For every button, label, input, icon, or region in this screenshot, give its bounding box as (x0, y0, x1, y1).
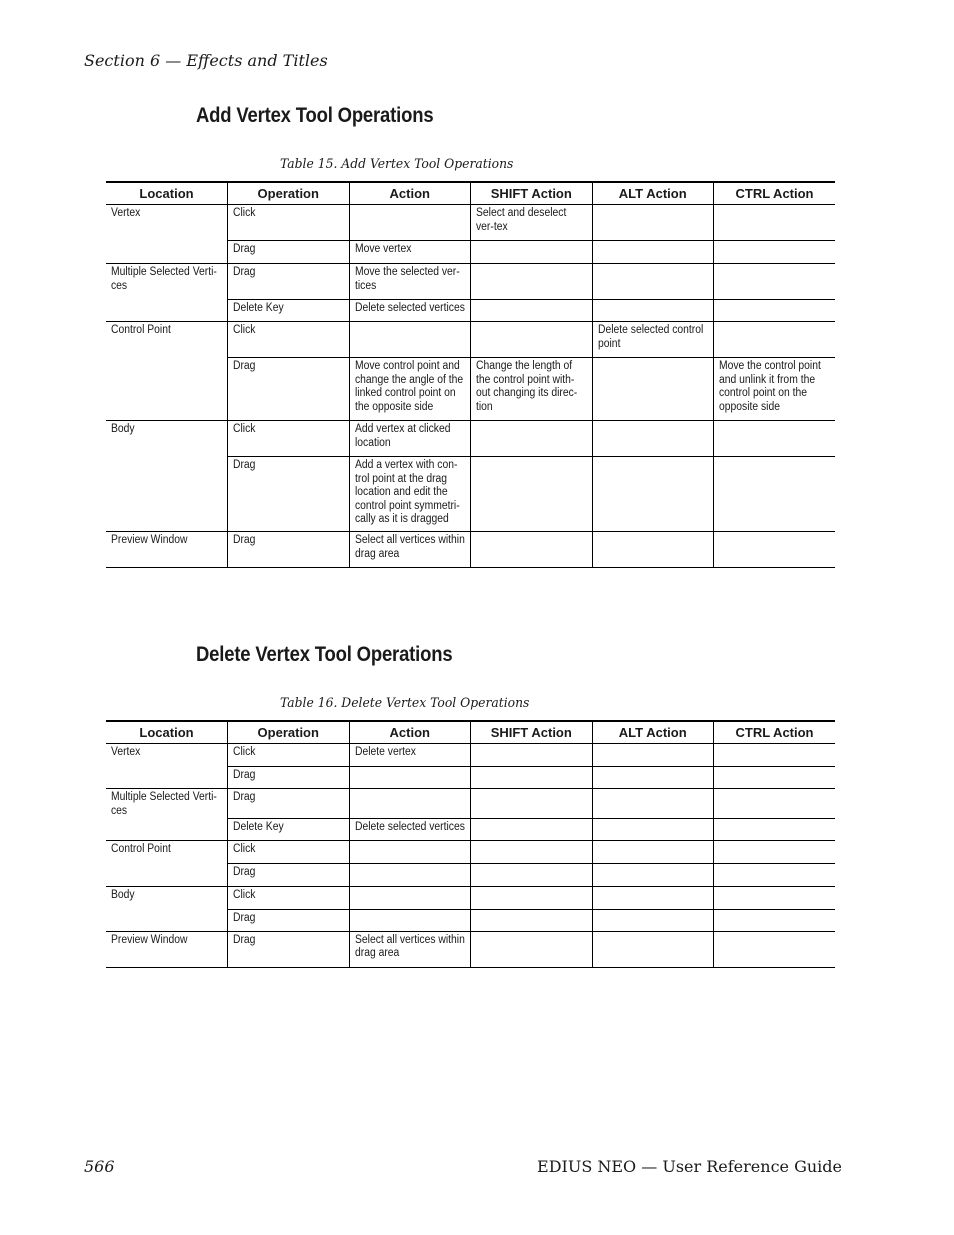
table-cell (592, 789, 714, 819)
table-cell (471, 744, 593, 767)
table-cell (228, 241, 350, 264)
table-cell (714, 264, 836, 300)
table-cell (349, 767, 471, 789)
table-cell (349, 789, 471, 819)
table-cell (349, 886, 471, 909)
table-cell (349, 322, 471, 358)
guide-title: EDIUS NEO — User Reference Guide (537, 1157, 842, 1176)
cell-text: Body (111, 423, 135, 435)
cell-text: Drag (233, 933, 256, 946)
table-cell (471, 241, 593, 264)
table-15-caption: Table 15. Add Vertex Tool Operations (280, 157, 514, 172)
table-cell (714, 789, 836, 819)
table-cell (592, 931, 714, 967)
cell-text: Drag (233, 791, 256, 803)
cell-text: Add a vertex with con-trol point at the drag location and edit the control point symmetri-cally as it is dragged (354, 459, 460, 525)
cell-text: Drag (233, 243, 256, 255)
table-16-caption: Table 16. Delete Vertex Tool Operations (280, 696, 530, 711)
column-header: SHIFT Action (471, 182, 593, 205)
table-cell (714, 863, 836, 886)
table-cell (714, 300, 836, 322)
cell-text: Drag (233, 360, 256, 372)
table-cell (349, 457, 471, 532)
table-cell (592, 767, 714, 789)
table-row (106, 532, 835, 568)
cell-text: Click (233, 207, 256, 219)
table-cell (349, 358, 471, 421)
table-cell (228, 767, 350, 789)
cell-text: Vertex (111, 207, 141, 219)
table-cell (228, 421, 350, 457)
table-row (106, 931, 835, 967)
table-cell (471, 789, 593, 819)
table-cell (592, 457, 714, 532)
table-cell (106, 300, 228, 322)
table-cell (349, 818, 471, 840)
table-cell (349, 931, 471, 967)
cell-text: Control Point (111, 842, 171, 855)
table-row (106, 322, 835, 358)
cell-text: Select and deselect ver-tex (476, 207, 567, 233)
cell-text: Click (233, 746, 256, 758)
cell-text: Move the selected ver-tices (354, 266, 460, 292)
table-cell (106, 205, 228, 241)
column-header: Action (349, 182, 471, 205)
cell-text: Delete Key (233, 302, 284, 314)
table-cell (228, 840, 350, 863)
table-cell (714, 909, 836, 931)
table-header-row (106, 182, 835, 205)
table-row (106, 909, 835, 931)
table-cell (714, 931, 836, 967)
table-cell (471, 457, 593, 532)
table-cell (592, 818, 714, 840)
cell-text: Click (233, 842, 256, 855)
cell-text: Multiple Selected Verti-ces (111, 791, 217, 817)
table-cell (106, 457, 228, 532)
cell-text: Delete selected vertices (354, 302, 465, 314)
cell-text: Preview Window (111, 534, 188, 546)
table-cell (228, 264, 350, 300)
cell-text: Delete selected control point (597, 324, 703, 350)
table-row (106, 744, 835, 767)
table-cell (714, 532, 836, 568)
column-header: ALT Action (592, 721, 714, 744)
table-cell (471, 322, 593, 358)
column-header: CTRL Action (714, 182, 836, 205)
table-cell (592, 744, 714, 767)
table-cell (714, 421, 836, 457)
table-cell (106, 264, 228, 300)
cell-text: Drag (233, 459, 256, 471)
table-cell (714, 358, 836, 421)
table-cell (714, 840, 836, 863)
table-cell (471, 205, 593, 241)
table-cell (714, 457, 836, 532)
table-cell (592, 358, 714, 421)
table-cell (228, 457, 350, 532)
table-cell (228, 818, 350, 840)
table-cell (228, 532, 350, 568)
cell-text: Delete Key (233, 820, 284, 833)
table-cell (228, 789, 350, 819)
cell-text: Click (233, 423, 256, 435)
table-cell (471, 532, 593, 568)
table-cell (349, 840, 471, 863)
table-cell (592, 300, 714, 322)
table-cell (349, 300, 471, 322)
running-header: Section 6 — Effects and Titles (84, 51, 328, 70)
table-cell (228, 300, 350, 322)
table-row (106, 300, 835, 322)
table-cell (471, 840, 593, 863)
cell-text: Click (233, 324, 256, 336)
table-cell (106, 818, 228, 840)
table-cell (106, 886, 228, 909)
cell-text: Click (233, 888, 256, 901)
delete-vertex-heading: Delete Vertex Tool Operations (196, 643, 453, 666)
table-cell (471, 909, 593, 931)
cell-text: Delete vertex (354, 746, 416, 758)
table-cell (592, 205, 714, 241)
table-cell (228, 744, 350, 767)
table-cell (471, 818, 593, 840)
cell-text: Drag (233, 769, 256, 781)
table-header-row (106, 721, 835, 744)
table-cell (106, 909, 228, 931)
column-header: Location (106, 182, 228, 205)
table-cell (106, 744, 228, 767)
cell-text: Vertex (111, 746, 141, 758)
cell-text: Move control point and change the angle of the linked control point on the opposite side (354, 360, 463, 413)
table-cell (714, 322, 836, 358)
table-cell (349, 241, 471, 264)
table-row (106, 241, 835, 264)
table-cell (106, 840, 228, 863)
page-number: 566 (84, 1157, 115, 1176)
delete-vertex-table (106, 720, 835, 968)
table-row (106, 421, 835, 457)
table-cell (106, 789, 228, 819)
column-header: Action (349, 721, 471, 744)
table-cell (471, 264, 593, 300)
cell-text: Move the control point and unlink it from the control point on the opposite side (719, 360, 821, 413)
cell-text: Control Point (111, 324, 171, 336)
table-cell (228, 322, 350, 358)
cell-text: Body (111, 888, 135, 901)
table-cell (714, 767, 836, 789)
table-cell (106, 767, 228, 789)
cell-text: Preview Window (111, 933, 188, 946)
table-cell (106, 863, 228, 886)
cell-text: Add vertex at clicked location (354, 423, 450, 449)
table-cell (714, 205, 836, 241)
table-cell (714, 241, 836, 264)
table-cell (349, 532, 471, 568)
table-cell (349, 909, 471, 931)
table-cell (228, 909, 350, 931)
table-row (106, 205, 835, 241)
table-cell (471, 931, 593, 967)
table-cell (714, 744, 836, 767)
table-cell (349, 863, 471, 886)
cell-text: Drag (233, 911, 256, 924)
table-cell (228, 886, 350, 909)
cell-text: Select all vertices within drag area (354, 933, 465, 959)
table-cell (592, 322, 714, 358)
table-cell (471, 863, 593, 886)
table-cell (471, 421, 593, 457)
cell-text: Drag (233, 534, 256, 546)
cell-text: Move vertex (354, 243, 411, 255)
table-cell (592, 909, 714, 931)
table-row (106, 767, 835, 789)
table-cell (106, 532, 228, 568)
table-cell (349, 264, 471, 300)
table-cell (106, 322, 228, 358)
table-cell (471, 886, 593, 909)
cell-text: Multiple Selected Verti-ces (111, 266, 217, 292)
table-cell (592, 264, 714, 300)
column-header: Operation (228, 182, 350, 205)
table-cell (106, 358, 228, 421)
table-cell (714, 886, 836, 909)
table-cell (349, 744, 471, 767)
table-cell (592, 840, 714, 863)
table-row (106, 818, 835, 840)
table-cell (106, 421, 228, 457)
table-cell (592, 421, 714, 457)
cell-text: Select all vertices within drag area (354, 534, 465, 560)
table-cell (592, 532, 714, 568)
column-header: SHIFT Action (471, 721, 593, 744)
table-cell (228, 205, 350, 241)
column-header: Location (106, 721, 228, 744)
table-cell (228, 863, 350, 886)
table-row (106, 863, 835, 886)
table-cell (349, 421, 471, 457)
add-vertex-table (106, 181, 835, 568)
table-cell (592, 241, 714, 264)
column-header: Operation (228, 721, 350, 744)
table-cell (106, 241, 228, 264)
table-cell (471, 358, 593, 421)
table-cell (106, 931, 228, 967)
table-row (106, 457, 835, 532)
table-cell (714, 818, 836, 840)
table-cell (228, 358, 350, 421)
column-header: CTRL Action (714, 721, 836, 744)
cell-text: Delete selected vertices (354, 820, 465, 833)
column-header: ALT Action (592, 182, 714, 205)
table-cell (349, 205, 471, 241)
table-row (106, 789, 835, 819)
table-row (106, 840, 835, 863)
cell-text: Change the length of the control point with-out changing its direc-tion (476, 360, 578, 413)
table-cell (471, 300, 593, 322)
cell-text: Drag (233, 266, 256, 278)
table-row (106, 886, 835, 909)
table-cell (592, 863, 714, 886)
table-row (106, 264, 835, 300)
table-cell (471, 767, 593, 789)
table-cell (228, 931, 350, 967)
add-vertex-heading: Add Vertex Tool Operations (196, 104, 434, 127)
table-row (106, 358, 835, 421)
cell-text: Drag (233, 865, 256, 878)
table-cell (592, 886, 714, 909)
